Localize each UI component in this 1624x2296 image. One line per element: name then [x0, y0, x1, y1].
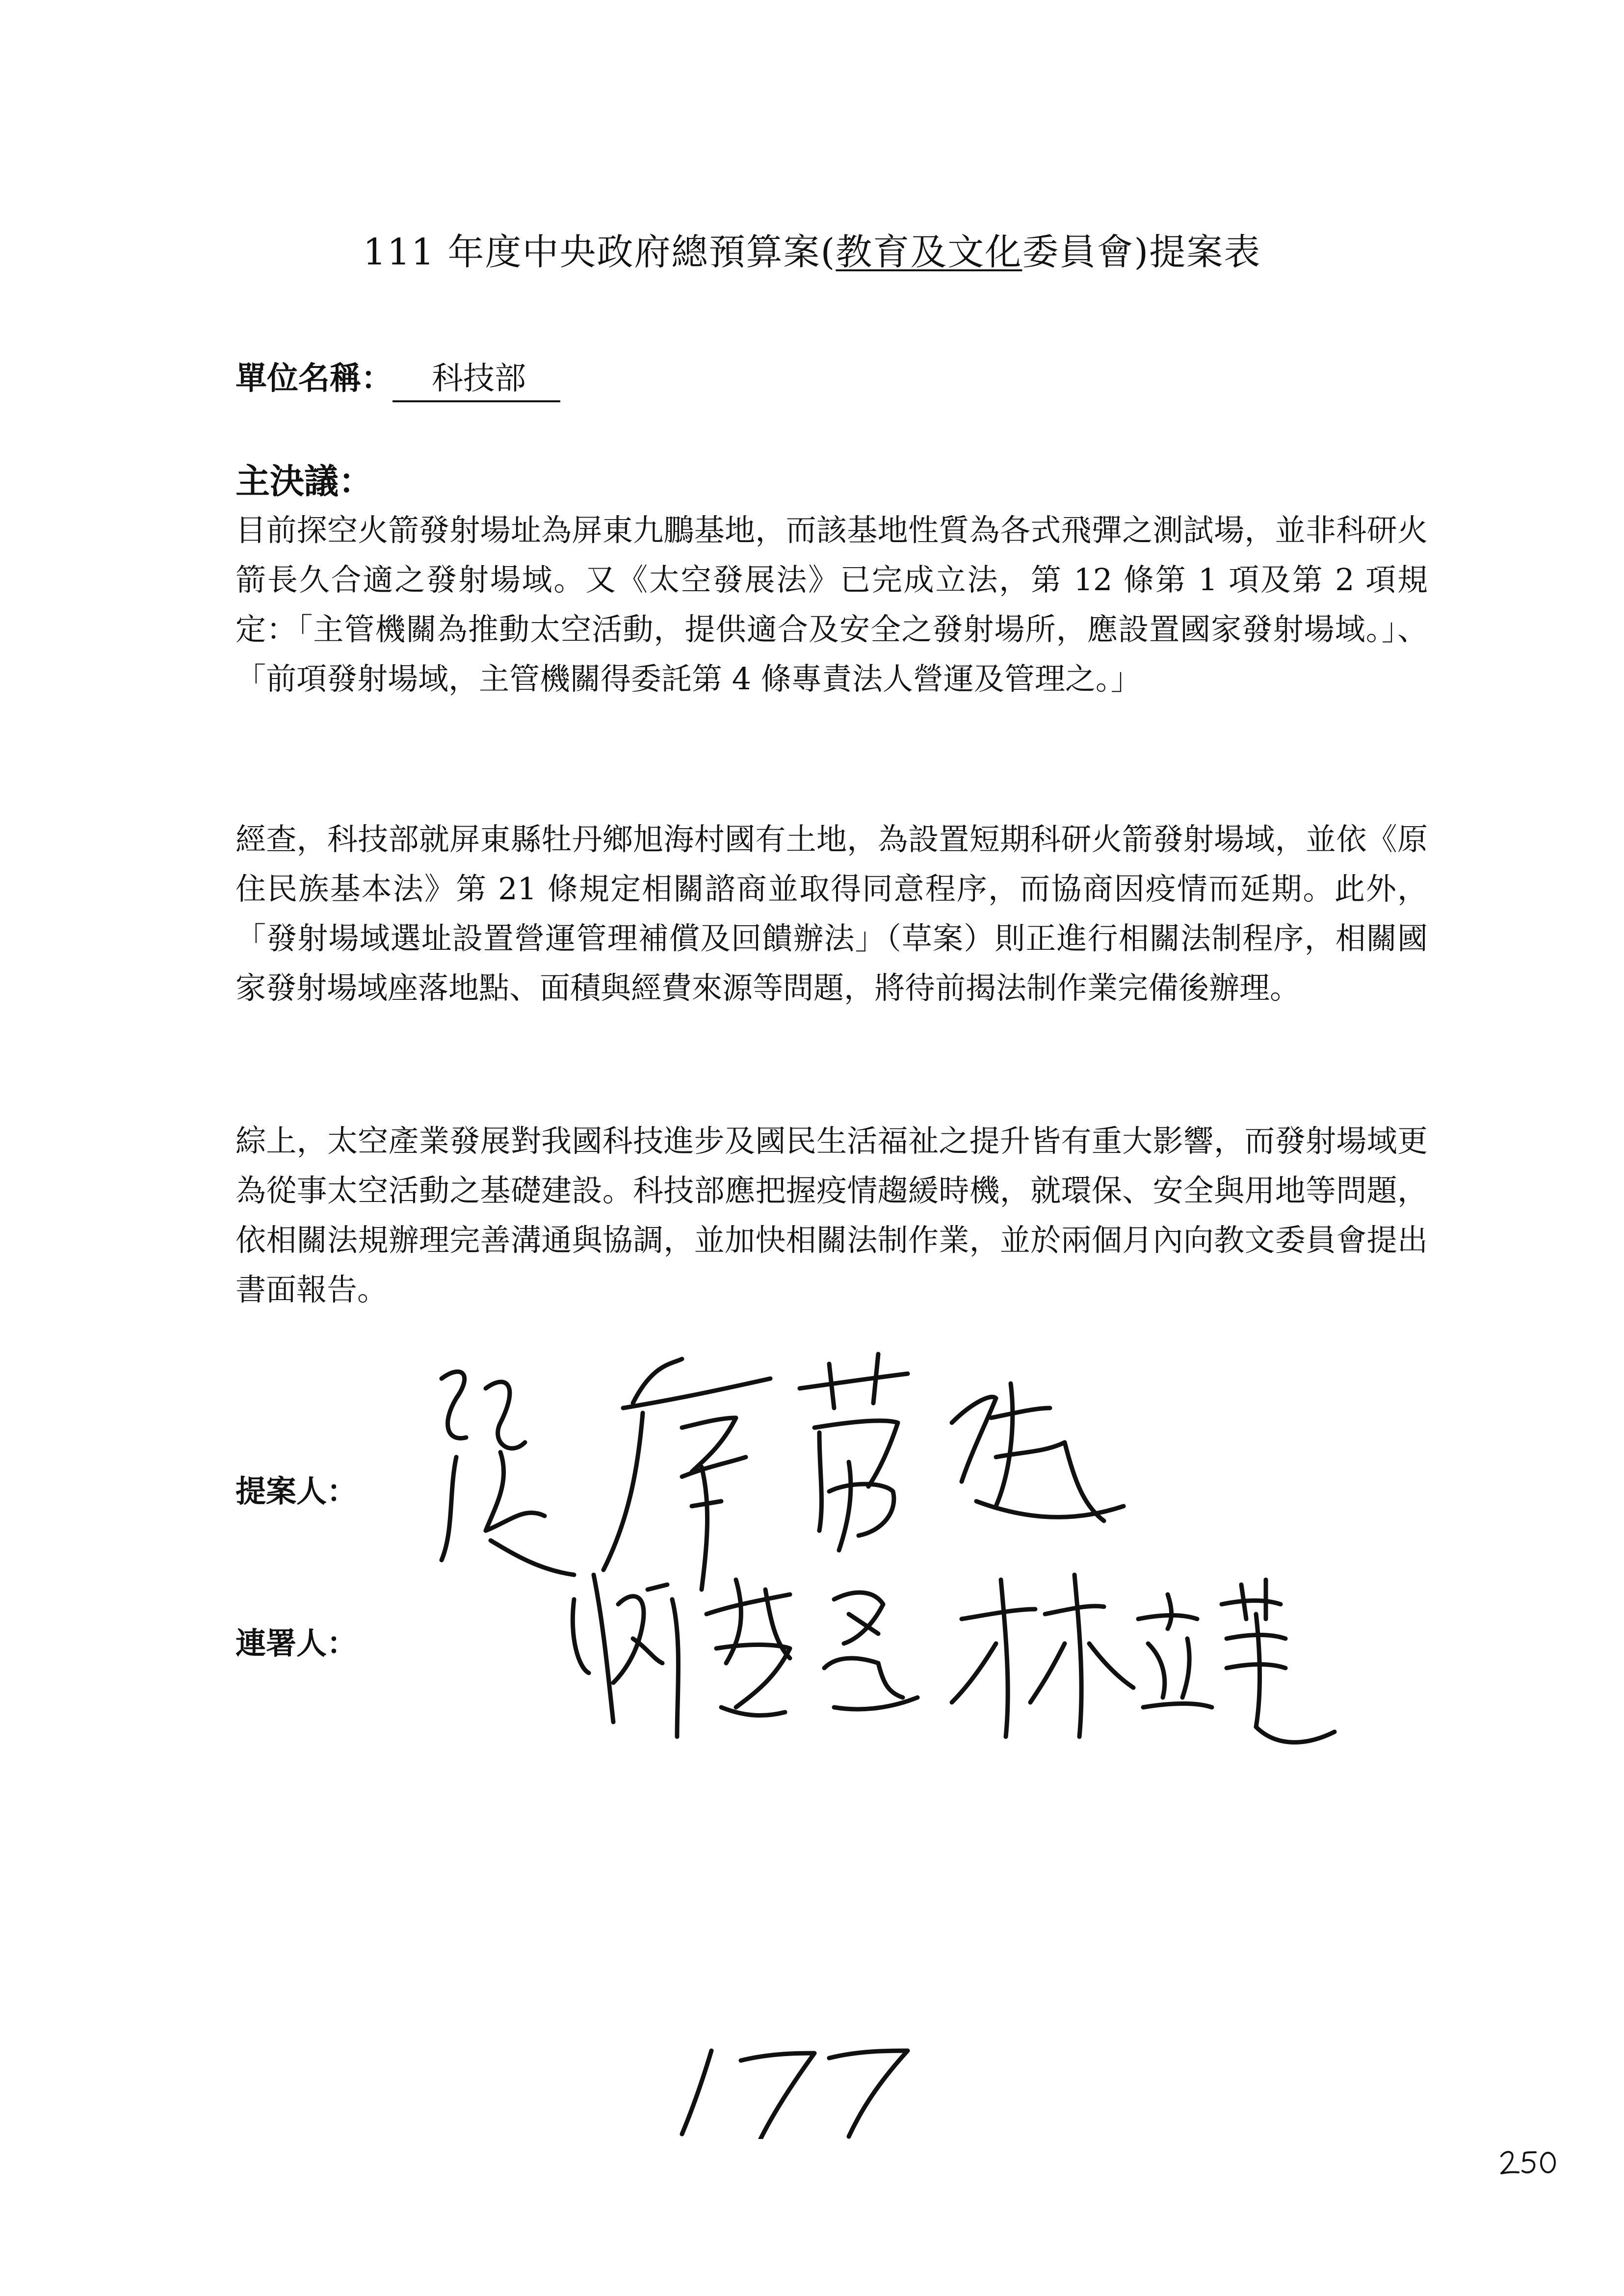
cosigner-signature — [559, 1560, 1344, 1756]
proposer-label: 提案人： — [236, 1473, 358, 1509]
paragraph-3: 綜上，太空產業發展對我國科技進步及國民生活福祉之提升皆有重大影響，而發射場域更為從事太空活動之基礎建設。科技部應把握疫情趨緩時機，就環保、安全與用地等問題，依相關法規辦理完善溝通與協調，並加快相關法制作業，並於兩個月內向教文委員會提出書面報告。 — [236, 1123, 1428, 1307]
title-committee: 教育及文化 — [836, 231, 1022, 273]
corner-page-number — [1499, 2146, 1558, 2178]
handwritten-page-number — [667, 2031, 922, 2141]
unit-label: 單位名稱： — [236, 361, 393, 397]
main-resolution-heading: 主決議： — [236, 461, 373, 501]
unit-value: 科技部 — [393, 353, 560, 402]
paragraph-1: 目前探空火箭發射場址為屏東九鵬基地，而該基地性質為各式飛彈之測試場，並非科研火箭長久合適之發射場域。又《太空發展法》已完成立法，第 12 條第 1 項及第 2 項規定：「主管機關為推動太空活動，提供適合及安全之發射場所，應設置國家發射場域。」、「前項發射場域，主管機關得委託第 4 條專責法人營運及管理之。」 — [236, 512, 1428, 697]
cosigner-label: 連署人： — [236, 1625, 358, 1661]
unit-row — [236, 353, 560, 402]
paragraph-2: 經查，科技部就屏東縣牡丹鄉旭海村國有土地，為設置短期科研火箭發射場域，並依《原住民族基本法》第 21 條規定相關諮商並取得同意程序，而協商因疫情而延期。此外，「發射場域選址設置營運管理補償及回饋辦法」（草案）則正進行相關法制程序，相關國家發射場域座落地點、面積與經費來源等問題，將待前揭法制作業完備後辦理。 — [236, 821, 1428, 1006]
document-title — [0, 223, 1624, 275]
title-suffix: 委員會)提案表 — [1022, 231, 1261, 273]
title-prefix: 111 年度中央政府總預算案( — [363, 231, 836, 273]
